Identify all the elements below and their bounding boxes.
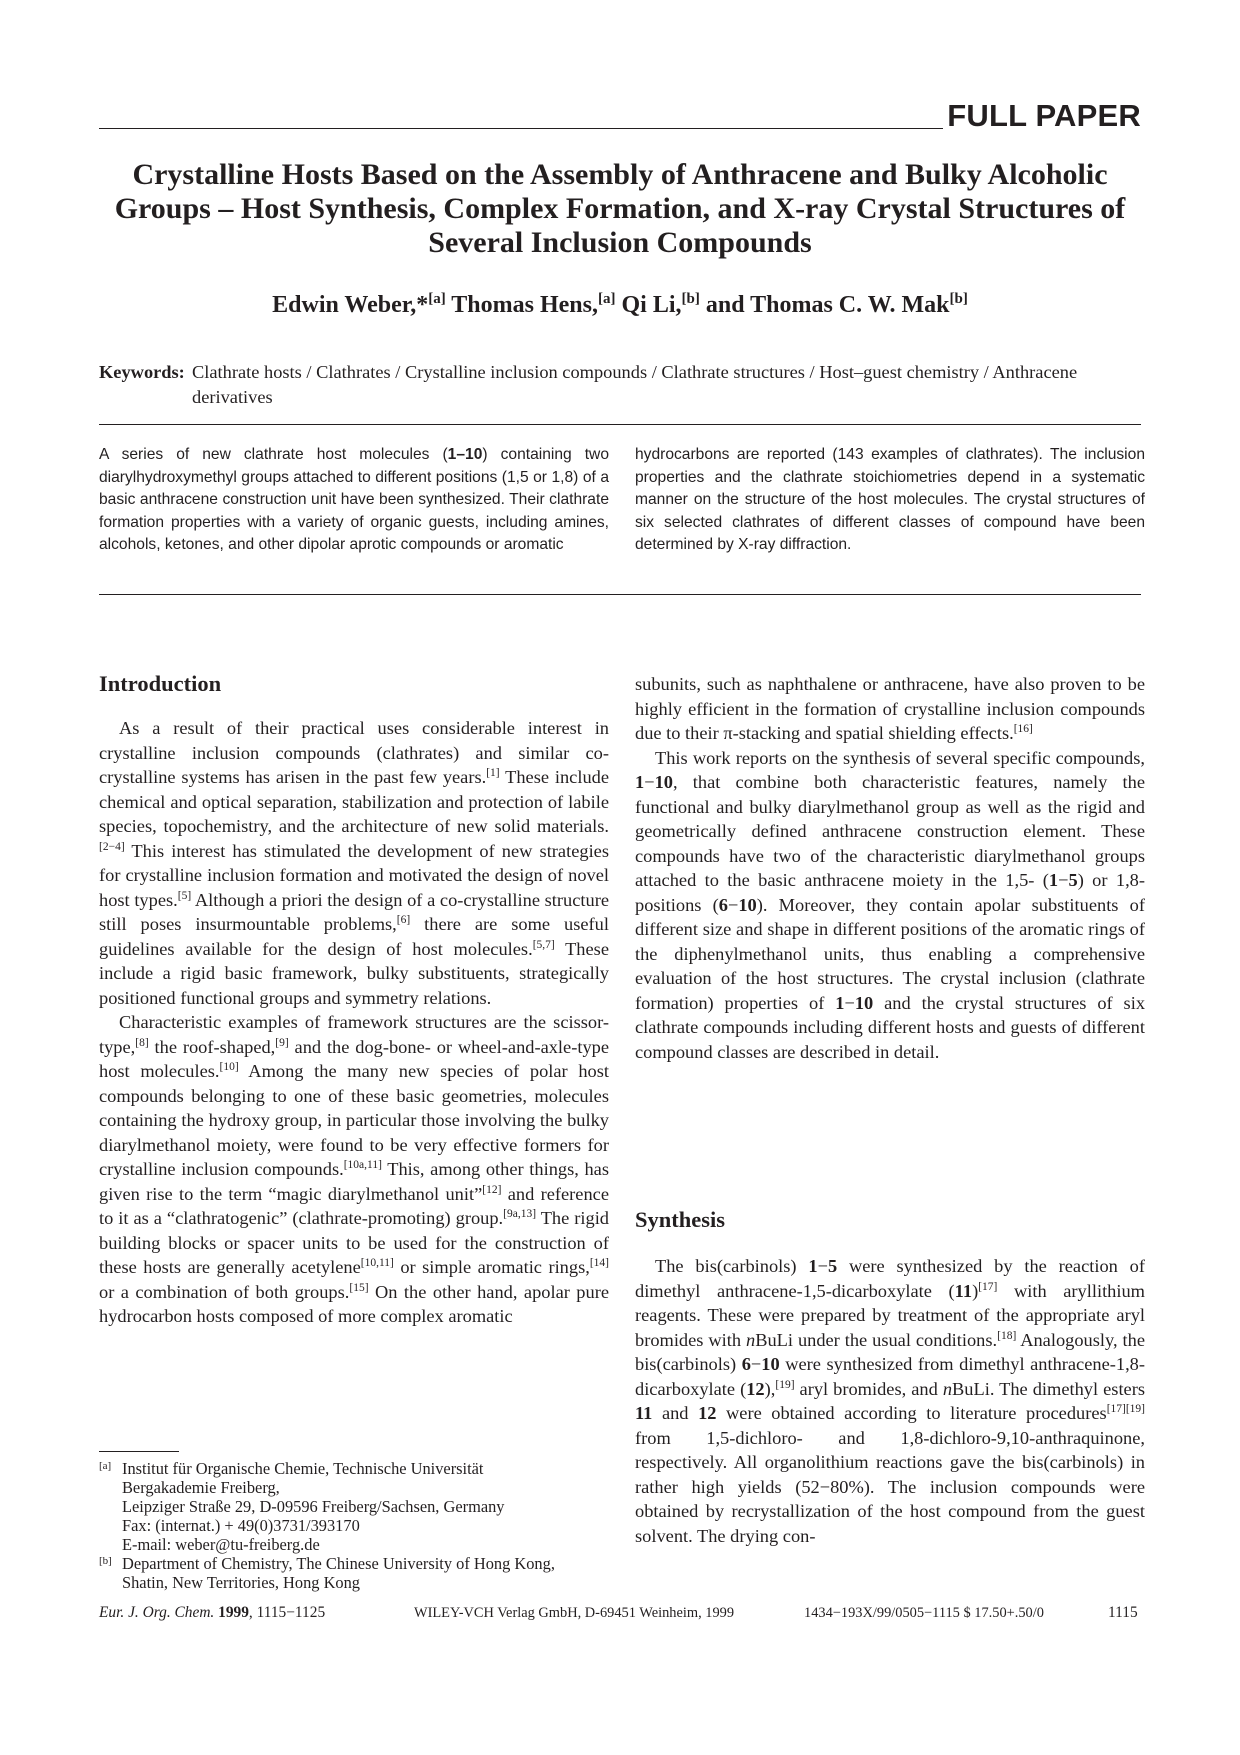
author-name: Thomas Hens, bbox=[451, 292, 598, 318]
keywords-label: Keywords: bbox=[99, 362, 185, 382]
paragraph: The bis(carbinols) 1−5 were synthesized by the reaction of dimethyl anthracene-1,5-dicarboxylate (11)[17] with aryllithium reagents. These were prepared by treatment of the appropriate aryl bromides with nBuLi under the usual conditions.[18] Analogously, the bis(carbinols) 6−10 were synthesized from dimethyl anthracene-1,8-dicarboxylate (12),[19] aryl bromides, and nBuLi. The dimethyl esters 11 and 12 were obtained according to literature procedures[17][19] from 1,5-dichloro- and 1,8-dichloro-9,10-anthraquinone, respectively. All organolithium reactions gave the bis(carbinols) in rather high yields (52−80%). The inclusion compounds were obtained by recrystallization of the host compound from the guest solvent. The drying con- bbox=[635, 1256, 1146, 1546]
article-title: Crystalline Hosts Based on the Assembly of Anthracene and Bulky Alcoholic Groups – Host Synthesis, Complex Formation, and X-ray Crystal Structures of Several Inclusion Compounds bbox=[114, 158, 1126, 259]
abstract-left bbox=[99, 444, 609, 557]
author-name: and Thomas C. W. Mak bbox=[705, 292, 950, 318]
footnote-rule bbox=[99, 1451, 179, 1452]
affiliation-mark: [a] bbox=[428, 291, 446, 307]
intro-body bbox=[99, 716, 609, 1329]
abstract-text: A series of new clathrate host molecules ( bbox=[99, 446, 448, 463]
journal-year: 1999 bbox=[218, 1604, 249, 1621]
heading-synthesis: Synthesis bbox=[635, 1207, 726, 1232]
footnote-b bbox=[99, 1554, 609, 1592]
journal-citation bbox=[99, 1603, 325, 1623]
abstract-bottom-rule bbox=[99, 594, 1141, 595]
footnote-line: E-mail: weber@tu-freiberg.de bbox=[122, 1535, 320, 1554]
journal-name: Eur. J. Org. Chem. bbox=[99, 1604, 215, 1621]
abstract-top-rule bbox=[99, 424, 1141, 425]
keywords bbox=[99, 360, 1141, 410]
footnote-line: Leipziger Straße 29, D-09596 Freiberg/Sachsen, Germany bbox=[122, 1497, 505, 1516]
footnote-line: Department of Chemistry, The Chinese University of Hong Kong, bbox=[122, 1554, 555, 1573]
footnote-line: Fax: (internat.) + 49(0)3731/393170 bbox=[122, 1516, 360, 1535]
abstract-text: ) containing two diarylhydroxymethyl groups attached to different positions (1,5 or 1,8) of a basic anthracene construction unit have been synthesized. Their clathrate formation properties with a variety of organic guests, including amines, alcohols, ketones, and other dipolar aprotic compounds or aromatic bbox=[99, 446, 609, 554]
compound-range: 1–10 bbox=[447, 446, 483, 463]
header-rule bbox=[99, 128, 943, 129]
synthesis-body bbox=[635, 1254, 1145, 1548]
affiliation-mark: [b] bbox=[949, 291, 968, 307]
section-label: FULL PAPER bbox=[947, 98, 1141, 133]
right-column-body bbox=[635, 672, 1145, 1064]
author-name: Qi Li, bbox=[621, 292, 682, 318]
abstract-right: hydrocarbons are reported (143 examples of clathrates). The inclusion properties and the clathrate stoichiometries depend in a systematic manner on the structure of the host molecules. The crystal structures of six selected clathrates of different classes of compound have been determined by X-ray diffraction. bbox=[635, 446, 1145, 554]
footnote-mark: [a] bbox=[99, 1460, 112, 1472]
paragraph: As a result of their practical uses considerable interest in crystalline inclusion compounds (clathrates) and similar co-crystalline systems has arisen in the past few years.[1] These include chemical and optical separation, stabilization and protection of labile species, topochemistry, and the architecture of new solid materials.[2−4] This interest has stimulated the development of new strategies for crystalline inclusion formation and motivated the design of novel host types.[5] Although a priori the design of a co-crystalline structure still poses insurmountable problems,[6] there are some useful guidelines available for the design of host molecules.[5,7] These include a rigid basic framework, bulky substituents, strategically positioned functional groups and symmetry relations. bbox=[99, 718, 609, 1008]
page-number: 1115 bbox=[1108, 1604, 1138, 1621]
author-list bbox=[99, 290, 1141, 320]
footnote-line: Institut für Organische Chemie, Technische Universität bbox=[122, 1459, 484, 1478]
journal-pages: , 1115−1125 bbox=[248, 1604, 326, 1621]
keywords-text: Clathrate hosts / Clathrates / Crystalline inclusion compounds / Clathrate structures / Host–guest chemistry / Anthracene derivatives bbox=[192, 362, 1078, 407]
heading-introduction: Introduction bbox=[99, 671, 222, 696]
footnote-a bbox=[99, 1459, 609, 1554]
footnote-line: Bergakademie Freiberg, bbox=[122, 1478, 280, 1497]
footnote-line: Shatin, New Territories, Hong Kong bbox=[122, 1573, 360, 1592]
publisher-line: WILEY-VCH Verlag GmbH, D-69451 Weinheim, 1999 bbox=[414, 1605, 735, 1621]
affiliation-mark: [b] bbox=[681, 291, 700, 307]
paragraph: Characteristic examples of framework structures are the scissor-type,[8] the roof-shaped,[9] and the dog-bone- or wheel-and-axle-type host molecules.[10] Among the many new species of polar host compounds belonging to one of these basic geometries, molecules containing the hydroxy group, in particular those involving the bulky diarylmethanol moiety, were found to be very effective formers for crystalline inclusion compounds.[10a,11] This, among other things, has given rise to the term “magic diarylmethanol unit”[12] and reference to it as a “clathratogenic” (clathrate-promoting) group.[9a,13] The rigid building blocks or spacer units to be used for the construction of these hosts are generally acetylene[10,11] or simple aromatic rings,[14] or a combination of both groups.[15] On the other hand, apolar pure hydrocarbon hosts composed of more complex aromatic bbox=[99, 1012, 609, 1326]
author-name: Edwin Weber,* bbox=[272, 292, 429, 318]
paragraph: This work reports on the synthesis of several specific compounds, 1−10, that combine both characteristic features, namely the functional and bulky diarylmethanol group as well as the rigid and geometrically defined anthracene construction element. These compounds have two of the characteristic diarylmethanol groups attached to the basic anthracene moiety in the 1,5- (1−5) or 1,8-positions (6−10). Moreover, they contain apolar substituents of different size and shape in different positions of the aromatic rings of the diphenylmethanol units, thus enabling a comprehensive evaluation of the host structures. The crystal inclusion (clathrate formation) properties of 1−10 and the crystal structures of six clathrate compounds including different hosts and guests of different compound classes are described in detail. bbox=[635, 747, 1146, 1062]
issn-line: 1434−193X/99/0505−1115 $ 17.50+.50/0 bbox=[804, 1605, 1044, 1621]
footnote-mark: [b] bbox=[99, 1555, 112, 1567]
affiliation-mark: [a] bbox=[597, 291, 616, 307]
paragraph: subunits, such as naphthalene or anthracene, have also proven to be highly efficient in the formation of crystalline inclusion compounds due to their π-stacking and spatial shielding effects.[16] bbox=[635, 674, 1145, 743]
